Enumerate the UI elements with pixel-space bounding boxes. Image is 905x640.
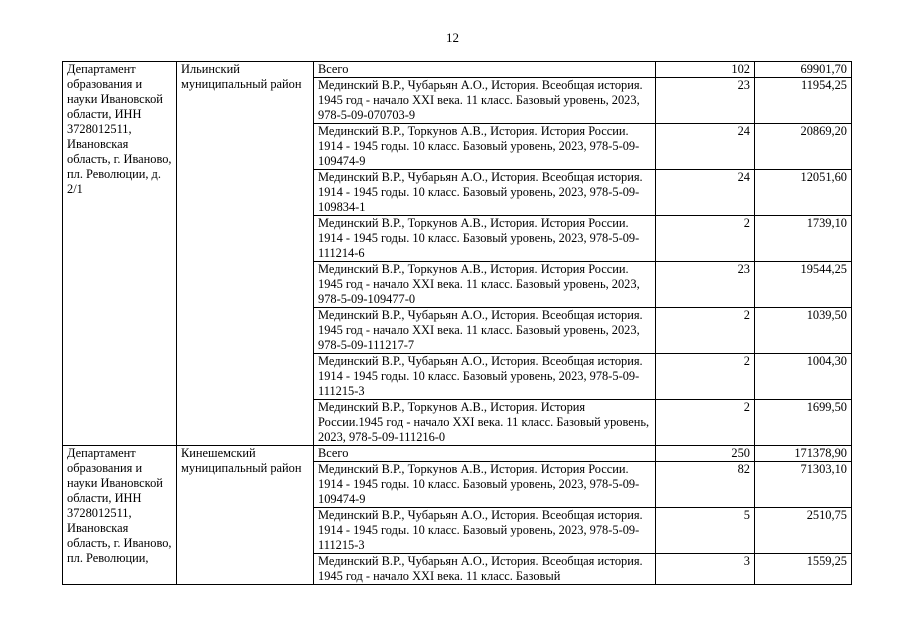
item-sum: 1699,50 (755, 400, 852, 446)
item-sum: 1559,25 (755, 554, 852, 585)
page-number: 12 (446, 30, 459, 45)
item-sum: 71303,10 (755, 462, 852, 508)
textbook-distribution-table (62, 61, 852, 585)
total-sum: 69901,70 (755, 62, 852, 78)
textbook-description (314, 462, 656, 508)
item-quantity: 2 (656, 400, 755, 446)
total-sum: 171378,90 (755, 446, 852, 462)
item-sum: 1039,50 (755, 308, 852, 354)
table-row (63, 62, 852, 78)
item-sum: 19544,25 (755, 262, 852, 308)
textbook-description (314, 170, 656, 216)
item-sum: 20869,20 (755, 124, 852, 170)
total-label: Всего (314, 446, 656, 462)
item-quantity: 23 (656, 78, 755, 124)
district-cell: Кинешемский муниципальный район (177, 446, 314, 585)
textbook-description-text: Мединский В.Р., Торкунов А.В., История. История России. 1914 - 1945 годы. 10 класс. Базовый уровень, 2023, 978-5-09-109474-9 (318, 462, 640, 506)
item-quantity: 5 (656, 508, 755, 554)
textbook-description-text: Мединский В.Р., Торкунов А.В., История. История России.1945 год - начало XXI века. 11 класс. Базовый уровень, 2023, 978-5-09-111216-0 (318, 400, 650, 444)
textbook-description (314, 216, 656, 262)
item-quantity: 3 (656, 554, 755, 585)
textbook-description-text: Мединский В.Р., Чубарьян А.О., История. Всеобщая история. 1945 год - начало XXI века. 11 класс. Базовый уровень, 2023, 978-5-09-070703-9 (318, 78, 643, 122)
item-sum: 1739,10 (755, 216, 852, 262)
textbook-description-text: Мединский В.Р., Торкунов А.В., История. История России. 1914 - 1945 годы. 10 класс. Базовый уровень, 2023, 978-5-09-109474-9 (318, 124, 640, 168)
department-cell: Департамент образования и науки Ивановской области, ИНН 3728012511, Ивановская область, г. Иваново, пл. Революции, д. 2/1 (63, 62, 177, 446)
item-sum: 2510,75 (755, 508, 852, 554)
textbook-description (314, 78, 656, 124)
textbook-description (314, 508, 656, 554)
item-quantity: 24 (656, 170, 755, 216)
textbook-description (314, 400, 656, 446)
item-sum: 12051,60 (755, 170, 852, 216)
total-quantity: 102 (656, 62, 755, 78)
department-cell: Департамент образования и науки Ивановской области, ИНН 3728012511, Ивановская область, г. Иваново, пл. Революции, (63, 446, 177, 585)
textbook-description (314, 124, 656, 170)
textbook-description-text: Мединский В.Р., Чубарьян А.О., История. Всеобщая история. 1914 - 1945 годы. 10 класс. Базовый уровень, 2023, 978-5-09-111215-3 (318, 354, 643, 398)
item-quantity: 2 (656, 354, 755, 400)
textbook-description (314, 354, 656, 400)
item-quantity: 24 (656, 124, 755, 170)
textbook-description-text: Мединский В.Р., Торкунов А.В., История. История России. 1945 год - начало XXI века. 11 класс. Базовый уровень, 2023, 978-5-09-109477-0 (318, 262, 640, 306)
total-label: Всего (314, 62, 656, 78)
item-sum: 1004,30 (755, 354, 852, 400)
textbook-description-text: Мединский В.Р., Чубарьян А.О., История. Всеобщая история. 1914 - 1945 годы. 10 класс. Базовый уровень, 2023, 978-5-09-111215-3 (318, 508, 643, 552)
item-sum: 11954,25 (755, 78, 852, 124)
table-row (63, 446, 852, 462)
district-cell: Ильинский муниципальный район (177, 62, 314, 446)
textbook-description-text: Мединский В.Р., Чубарьян А.О., История. Всеобщая история. 1914 - 1945 годы. 10 класс. Базовый уровень, 2023, 978-5-09-109834-1 (318, 170, 643, 214)
item-quantity: 23 (656, 262, 755, 308)
textbook-description (314, 554, 656, 585)
table-body (63, 62, 852, 585)
textbook-description-text: Мединский В.Р., Чубарьян А.О., История. Всеобщая история. 1945 год - начало XXI века. 11 класс. Базовый уровень, 2023, 978-5-09-111217-7 (318, 308, 643, 352)
item-quantity: 2 (656, 216, 755, 262)
total-quantity: 250 (656, 446, 755, 462)
item-quantity: 2 (656, 308, 755, 354)
textbook-description-text: Мединский В.Р., Чубарьян А.О., История. Всеобщая история. 1945 год - начало XXI века. 11 класс. Базовый (318, 554, 643, 583)
item-quantity: 82 (656, 462, 755, 508)
textbook-description (314, 262, 656, 308)
textbook-description-text: Мединский В.Р., Торкунов А.В., История. История России. 1914 - 1945 годы. 10 класс. Базовый уровень, 2023, 978-5-09-111214-6 (318, 216, 640, 260)
textbook-description (314, 308, 656, 354)
